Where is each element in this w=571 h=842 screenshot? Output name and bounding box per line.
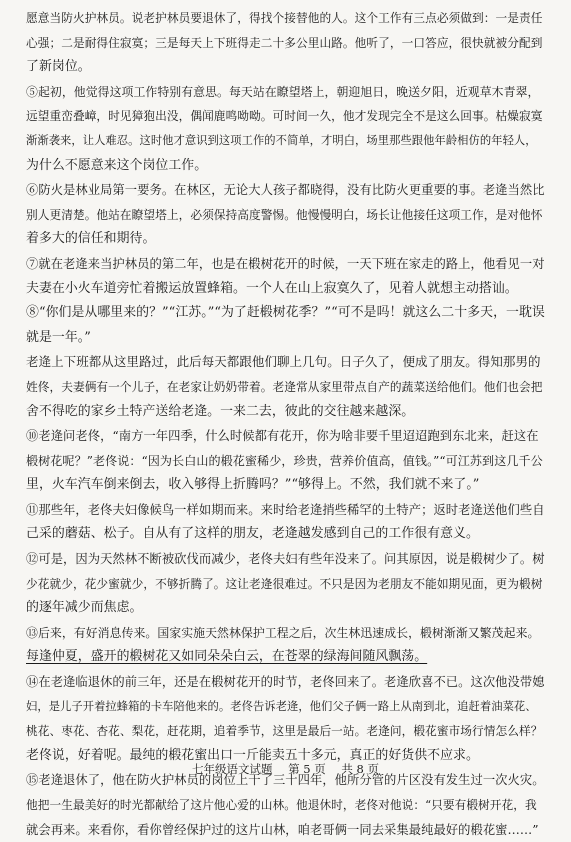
text-line: 渐渐袭来，让人难忍。这时他才意识到这项工作的不简单，才明白，场里那些跟他年龄相仿的年轻人，: [26, 133, 537, 147]
page-total: 共 8 页: [341, 762, 380, 776]
text-line: 舍不得吃的家乡土特产送给老逄。一来二去，彼此的交往越来越深。: [26, 403, 415, 419]
paragraph: [26, 768, 545, 842]
text-line: 夫妻在小火车道旁忙着搬运放置蜂箱。一个人在山上寂寞久了，见着人就想主动搭讪。: [26, 280, 518, 296]
text-line: 老佟说，好着呢。最纯的椴花蜜出口一斤能卖五十多元，真正的好货供不应求。: [26, 747, 479, 763]
text-line: ⑭在老逄临退休的前三年，还是在椴树花开的时节，老佟回来了。老逄欣喜不已。这次他没带媳: [26, 675, 545, 690]
paragraph: [26, 301, 545, 350]
paragraph: [26, 621, 545, 646]
text-line: 远望重峦叠嶂，时见獐狍出没，偶闻鹿鸣呦呦。可时间一久，他才发现完全不是这么回事。枯燥寂寞: [26, 109, 543, 124]
text-line: 别人更清楚。他站在瞭望塔上，必须保持高度警惕。他慢慢明白，场长让他接任这项工作，是对他怀: [26, 207, 543, 222]
text-line: ⑪那些年，老佟夫妇像候鸟一样如期而来。来时给老逄捎些稀罕的土特产；返时老逄送他们些自: [26, 502, 545, 517]
paragraph: [26, 670, 545, 768]
text-line: 的逐年减少而焦虑。: [26, 600, 143, 616]
paragraph: [26, 645, 545, 670]
exam-title: 七年级语文试题: [191, 762, 273, 776]
text-line: 椴树花呢？”老佟说：“因为长白山的椴花蜜稀少，珍贵，营养价值高，值钱。”“可江苏到这几千公: [26, 453, 543, 468]
paragraph: [26, 547, 545, 621]
paragraph: [26, 252, 545, 301]
text-line: ⑮老逄退休了，他在防火护林员的岗位上干了三十四年，他所分管的片区没有发生过一次火灾。: [26, 773, 545, 788]
text-line: ⑬后来，有好消息传来。国家实施天然林保护工程之后，次生林迅速成长，椴树渐渐又繁茂起来。: [26, 625, 540, 640]
text-line: 心强；二是耐得住寂寞；三是每天上下班得走二十多公里山路。他听了，一口答应，很快就被分配到: [26, 35, 543, 50]
text-line: 妇，是儿子开着拉蜂箱的卡车陪他来的。老佟告诉老逄，他们父子俩一路上从南到北，追赶着油菜花、: [26, 699, 537, 713]
page-number: 第 5 页: [288, 762, 326, 776]
text-line: 就会再来。来看你，看你曾经保护过的这片山林，咱老哥俩一同去采集最纯最好的椴花蜜……”: [26, 822, 539, 837]
text-line: ⑥防火是林业局第一要务。在林区，无论大人孩子都晓得，没有比防火更重要的事。老逄当然比: [26, 183, 545, 198]
article-body: [26, 6, 545, 842]
text-line: ⑤起初，他觉得这项工作特别有意思。每天站在瞭望塔上，朝迎旭日，晚送夕阳，近观草木青翠，: [26, 84, 540, 99]
paragraph: [26, 350, 545, 424]
text-line: ⑩老逄问老佟，“南方一年四季，什么时候都有花开，你为啥非要千里迢迢跑到东北来，赶这在: [26, 429, 539, 444]
text-line: 他把一生最美好的时光都献给了这片他心爱的山林。他退休时，老佟对他说：“只要有椴树开花，我: [26, 798, 537, 812]
text-line: ⑦就在老逄来当护林员的第二年，也是在椴树花开的时候，一天下班在家走的路上，他看见一对: [26, 256, 545, 271]
text-line: 少花就少，花少蜜就少，不够折腾了。这让老逄很难过。不只是因为老朋友不能如期见面，更为椴树: [26, 576, 543, 591]
paragraph: [26, 424, 545, 498]
text-line: ⑫可是，因为天然林不断被砍伐而减少，老佟夫妇有些年没来了。问其原因，说是椴树少了。树: [26, 552, 545, 567]
text-line: 姓佟，夫妻俩有一个儿子，在老家让奶奶带着。老逄常从家里带点自产的蔬菜送给他们。他们也会把: [26, 379, 543, 394]
page-footer: [0, 761, 571, 777]
text-line: 愿意当防火护林员。说老护林员要退休了，得找个接替他的人。这个工作有三点必须做到：一是责任: [26, 11, 543, 25]
text-line: 每逢仲夏，盛开的椴树花又如同朵朵白云，在苍翠的绿海间随风飘荡。: [26, 649, 428, 665]
paragraph: [26, 80, 545, 178]
text-line: 就是一年。”: [26, 329, 91, 345]
text-line: 己采的蘑菇、松子。自从有了这样的朋友，老逄越发感到自己的工作很有意义。: [26, 526, 479, 542]
paragraph: [26, 178, 545, 252]
text-line: 着多大的信任和期待。: [26, 231, 156, 247]
text-line: 桃花、枣花、杏花、梨花，赶花期，追着季节，这里是最后一站。老逄问，椴花蜜市场行情怎么样？: [26, 724, 543, 739]
text-line: 老逄上下班都从这里路过，此后每天都跟他们聊上几句。日子久了，便成了朋友。得知那男的: [26, 354, 541, 370]
text-line: 为什么不愿意来这个岗位工作。: [26, 157, 208, 173]
text-line: ⑧“你们是从哪里来的？”“江苏。”“为了赶椴树花季？”“可不是吗！就这么二十多天，一耽误: [26, 305, 545, 321]
paragraph: [26, 498, 545, 547]
paragraph: [26, 6, 545, 80]
text-line: 了新岗位。: [26, 59, 91, 75]
text-line: 里，火车汽车倒来倒去，收入够得上折腾吗？”“够得上。不然，我们就不来了。”: [26, 477, 480, 493]
